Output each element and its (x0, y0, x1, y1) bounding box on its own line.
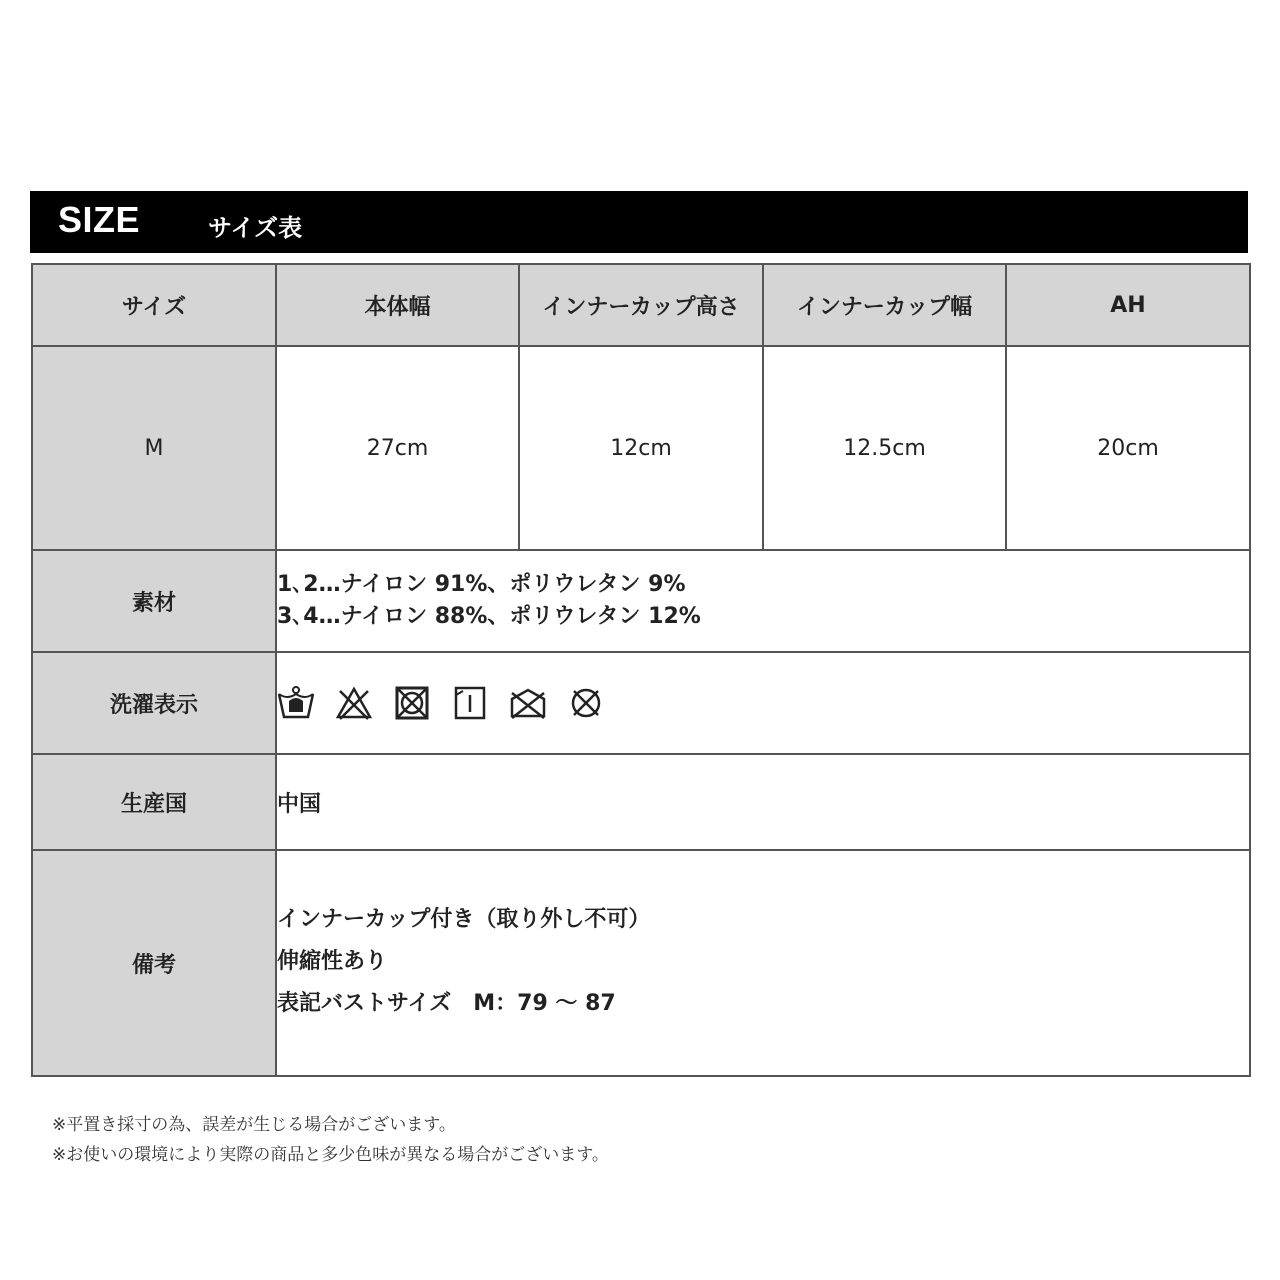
origin-label: 生産国 (32, 754, 276, 850)
header-body-width: 本体幅 (276, 264, 519, 346)
material-line: 1､2…ナイロン 91%、ポリウレタン 9% (277, 572, 686, 597)
size-row (32, 346, 1250, 550)
header-row (32, 264, 1250, 346)
no-dry-clean-icon (509, 685, 547, 721)
care-label: 洗濯表示 (32, 652, 276, 754)
care-icons (277, 685, 1249, 721)
footnote: ※お使いの環境により実際の商品と多少色味が異なる場合がございます。 (52, 1145, 609, 1165)
note-line: 表記バストサイズ M：79 ～ 87 (277, 991, 616, 1016)
header-ah: AH (1006, 264, 1250, 346)
size-label: M (32, 346, 276, 550)
title-bar (30, 191, 1248, 253)
material-label: 素材 (32, 550, 276, 652)
footnote: ※平置き採寸の為、誤差が生じる場合がございます。 (52, 1115, 456, 1135)
material-cell (276, 550, 1250, 652)
title-jp: サイズ表 (208, 214, 303, 242)
no-dry-clean-circle-icon (567, 685, 605, 721)
care-cell (276, 652, 1250, 754)
notes-row (32, 850, 1250, 1076)
ah-value: 20cm (1006, 346, 1250, 550)
header-inner-cup-width: インナーカップ幅 (763, 264, 1006, 346)
material-line: 3､4…ナイロン 88%、ポリウレタン 12% (277, 604, 701, 629)
size-table (31, 263, 1251, 1077)
note-line: インナーカップ付き（取り外し不可） (277, 907, 651, 932)
body-width-value: 27cm (276, 346, 519, 550)
footnotes (52, 1110, 609, 1170)
note-line: 伸縮性あり (277, 949, 388, 974)
inner-cup-height-value: 12cm (519, 346, 763, 550)
notes-cell (276, 850, 1250, 1076)
line-dry-icon (451, 685, 489, 721)
care-row (32, 652, 1250, 754)
origin-value: 中国 (276, 754, 1250, 850)
notes-label: 備考 (32, 850, 276, 1076)
no-bleach-icon (335, 685, 373, 721)
inner-cup-width-value: 12.5cm (763, 346, 1006, 550)
material-row (32, 550, 1250, 652)
no-tumble-dry-icon (393, 685, 431, 721)
hand-wash-icon (277, 685, 315, 721)
header-size: サイズ (32, 264, 276, 346)
title-en: SIZE (58, 199, 141, 240)
origin-row (32, 754, 1250, 850)
header-inner-cup-height: インナーカップ高さ (519, 264, 763, 346)
